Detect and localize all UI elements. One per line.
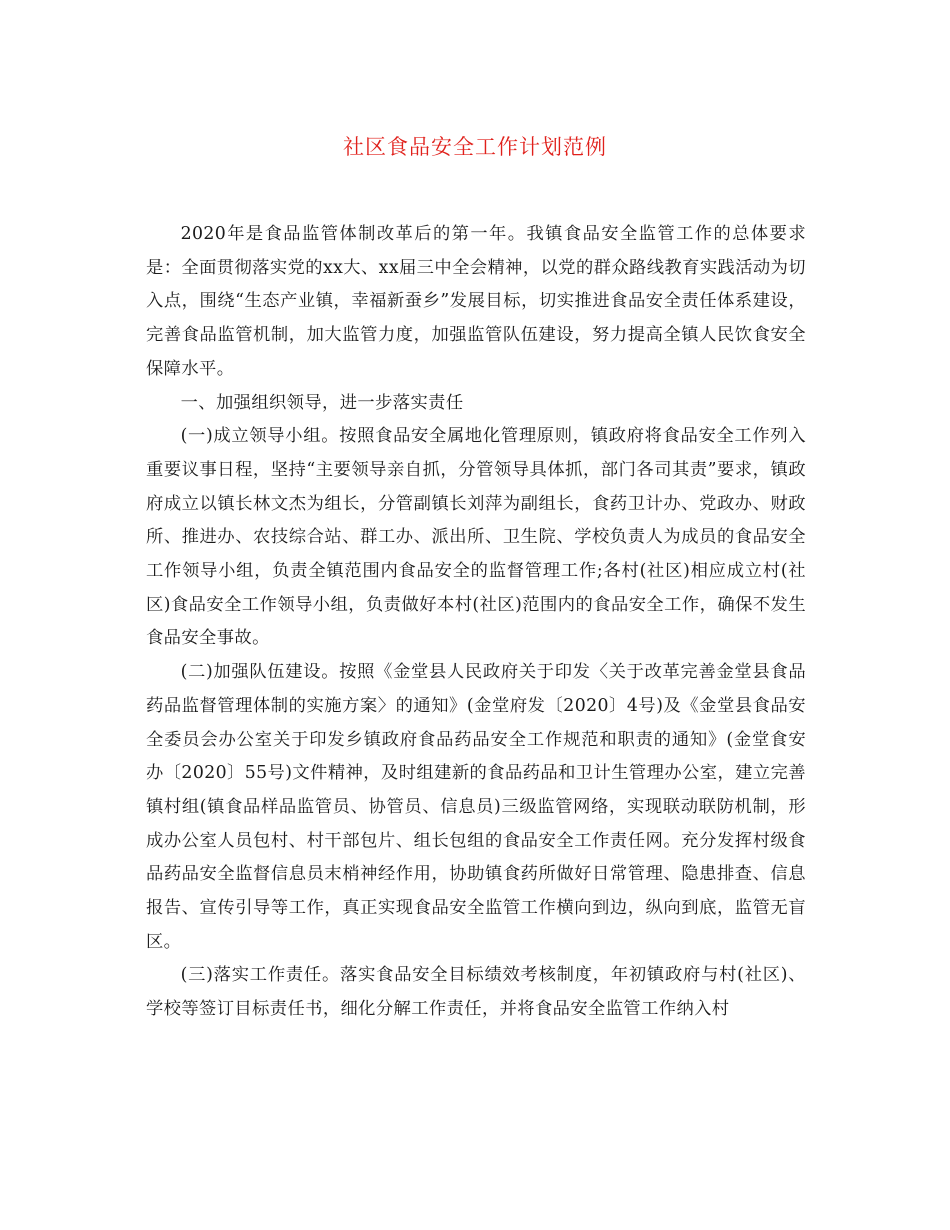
paragraph-leading-group: (一)成立领导小组。按照食品安全属地化管理原则，镇政府将食品安全工作列入重要议事日程，坚持“主要领导亲自抓，分管领导具体抓，部门各司其责”要求，镇政府成立以镇长林文杰为组长，分管副镇长刘萍为副组长，食药卫计办、党政办、财政所、推进办、农技综合站、群工办、派出所、卫生院、学校负责人为成员的食品安全工作领导小组，负责全镇范围内食品安全的监督管理工作;各村(社区)相应成立村(社区)食品安全工作领导小组，负责做好本村(社区)范围内的食品安全工作，确保不发生食品安全事故。 [146, 426, 806, 649]
document-body [146, 218, 806, 1027]
paragraph-intro: 2020年是食品监管体制改革后的第一年。我镇食品安全监管工作的总体要求是：全面贯彻落实党的xx大、xx届三中全会精神，以党的群众路线教育实践活动为切入点，围绕“生态产业镇，幸福新蚕乡”发展目标，切实推进食品安全责任体系建设，完善食品监管机制，加大监管力度，加强监管队伍建设，努力提高全镇人民饮食安全保障水平。 [146, 224, 806, 379]
paragraph-responsibility: (三)落实工作责任。落实食品安全目标绩效考核制度，年初镇政府与村(社区)、学校等签订目标责任书，细化分解工作责任，并将食品安全监管工作纳入村 [146, 965, 806, 1020]
document-title: 社区食品安全工作计划范例 [343, 135, 607, 159]
section-heading-1: 一、加强组织领导，进一步落实责任 [180, 392, 464, 413]
paragraph-team-building: (二)加强队伍建设。按照《金堂县人民政府关于印发〈关于改革完善金堂县食品药品监督管理体制的实施方案〉的通知》(金堂府发〔2020〕4号)及《金堂县食品安全委员会办公室关于印发乡镇政府食品药品安全工作规范和职责的通知》(金堂食安办〔2020〕55号)文件精神，及时组建新的食品药品和卫计生管理办公室，建立完善镇村组(镇食品样品监管员、协管员、信息员)三级监管网络，实现联动联防机制，形成办公室人员包村、村干部包片、组长包组的食品安全工作责任网。充分发挥村级食品药品安全监督信息员末梢神经作用，协助镇食药所做好日常管理、隐患排查、信息报告、宣传引导等工作，真正实现食品安全监管工作横向到边，纵向到底，监管无盲区。 [146, 662, 806, 952]
